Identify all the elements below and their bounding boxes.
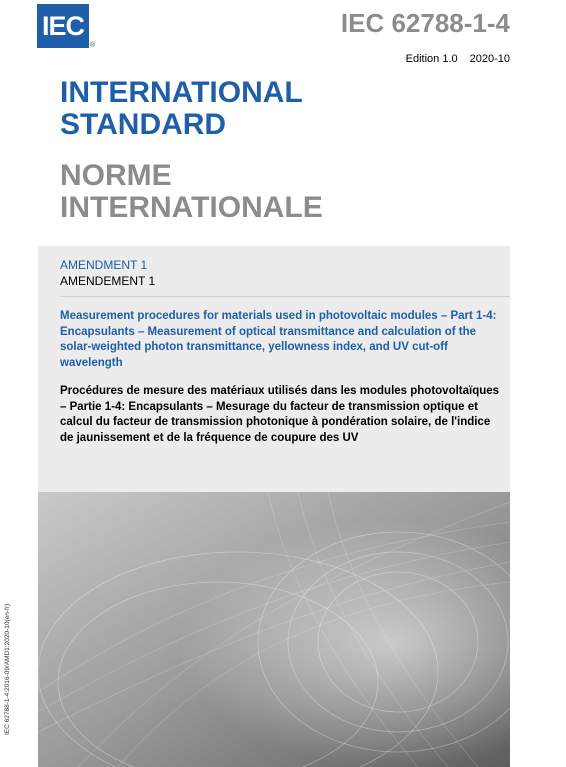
iec-logo: IEC (37, 4, 89, 48)
title-french (60, 160, 360, 224)
title-english-line1: INTERNATIONAL (60, 76, 303, 109)
amendment-english: AMENDMENT 1 (60, 258, 148, 272)
edition-line (406, 53, 510, 65)
decorative-artwork (38, 492, 510, 767)
registered-mark: ® (90, 42, 96, 49)
edition-label: Edition 1.0 (405, 53, 458, 65)
description-french: Procédures de mesure des matériaux utilisés dans les modules photovoltaïques – Partie 1-4: Encapsulants – Mesurage du facteur de transmission optique et calcul du facteur de transmission photonique à pondération solaire, de l'indice de jaunissement et de la fréquence de coupure des UV (60, 385, 500, 444)
amendment-french: AMENDEMENT 1 (60, 274, 156, 288)
title-french-line1: NORME (60, 159, 172, 192)
abstract-lines-graphic (38, 492, 510, 767)
title-french-line2: INTERNATIONALE (60, 191, 323, 224)
title-english (60, 77, 360, 141)
edition-date: 2020-10 (469, 53, 510, 65)
spine-reference: IEC 62788-1-4:2016-09/AMD1:2020-10(en-fr) (4, 603, 11, 735)
divider (60, 296, 510, 297)
title-english-line2: STANDARD (60, 108, 227, 141)
standard-number: IEC 62788-1-4 (340, 8, 510, 38)
description-english: Measurement procedures for materials used in photovoltaic modules – Part 1-4: Encapsulants – Measurement of optical transmittance and calculation of the solar-weighted photon transmittance, yellowness index, and UV cut-off wavelength (60, 310, 497, 369)
